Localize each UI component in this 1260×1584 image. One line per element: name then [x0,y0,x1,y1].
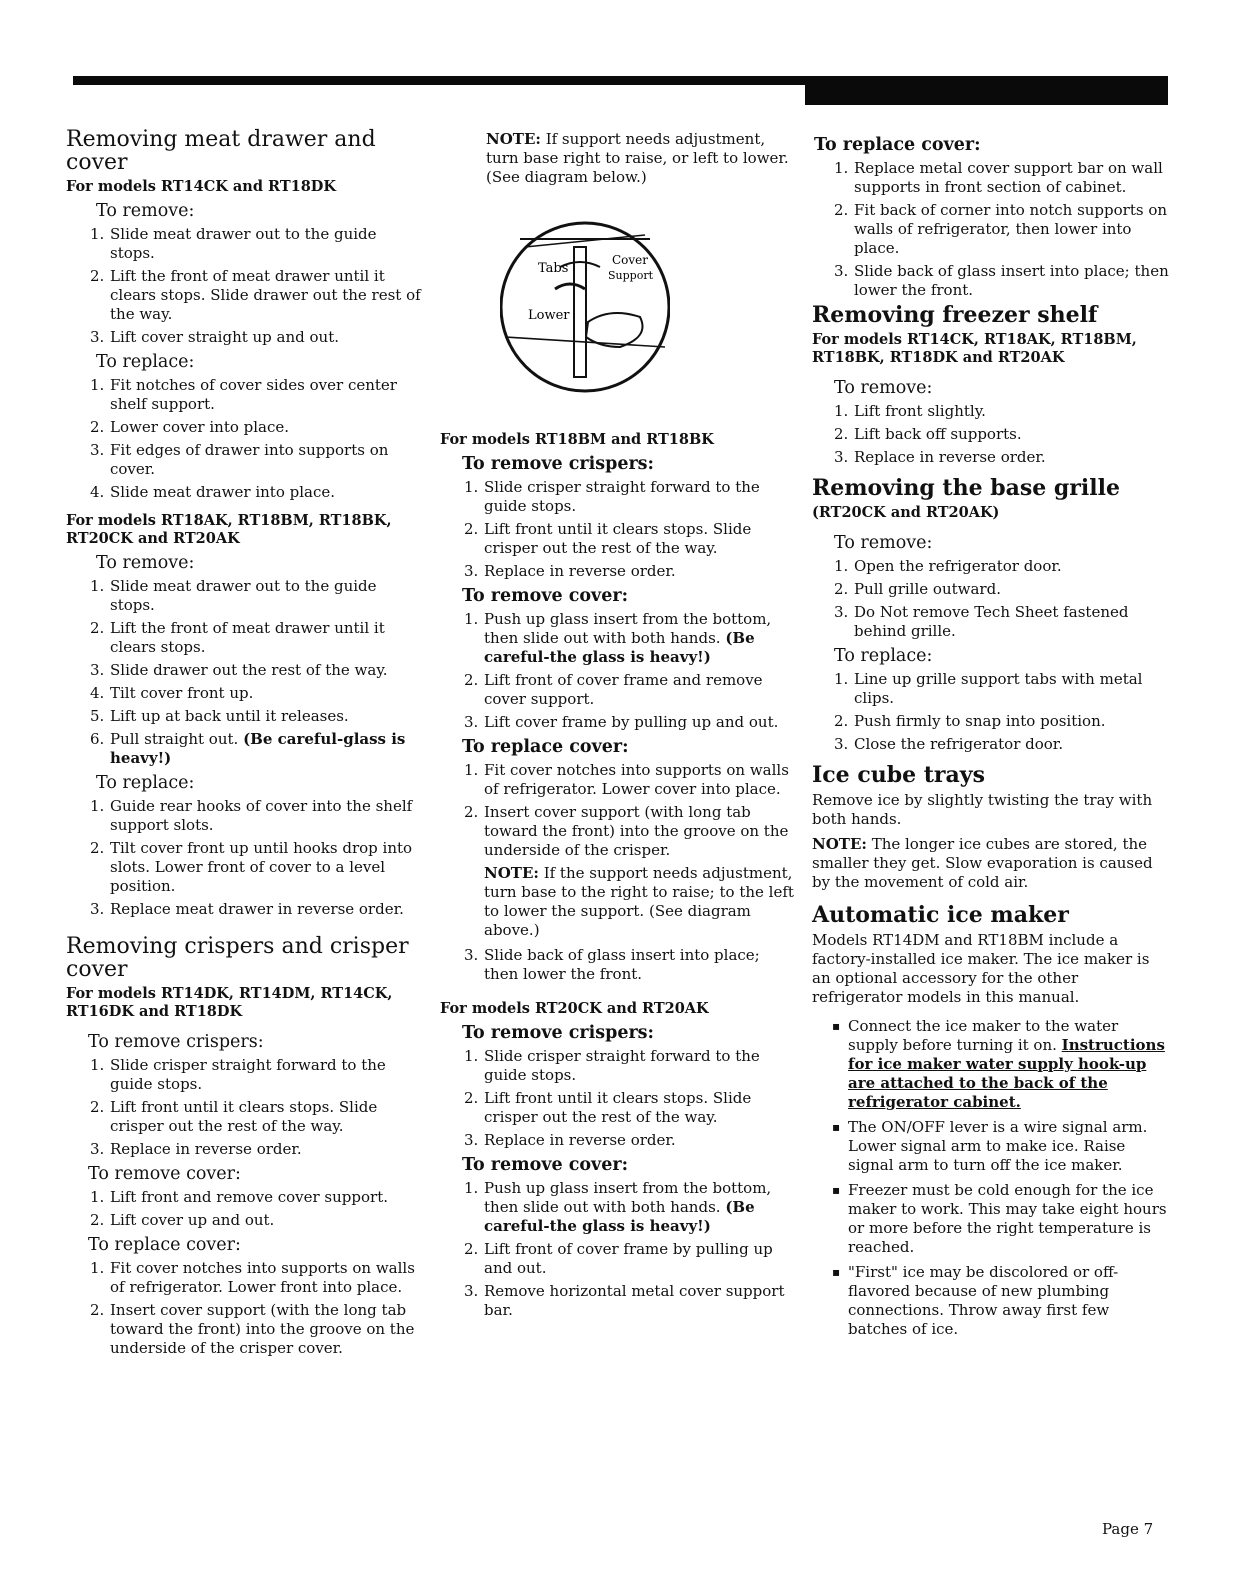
models-line: For models RT20CK and RT20AK [440,1000,709,1017]
step-item: 2. Tilt cover front up until hooks drop into slots. Lower front of cover to a level position. [90,839,413,895]
step-item: 3. Slide drawer out the rest of the way. [90,661,388,679]
steps-list [440,610,795,732]
step-item: 1. Push up glass insert from the bottom, then slide out with both hands. (Be careful-the glass is heavy!) [464,610,772,666]
diagram-shelf-line [525,235,645,247]
diagram-label-cover: Cover [612,253,649,267]
paragraph: Remove ice by slightly twisting the tray with both hands. [812,791,1153,828]
step-item: 1. Slide crisper straight forward to the guide stops. [90,1056,386,1093]
step-item: 3. Fit edges of drawer into supports on cover. [90,441,389,478]
step-item: 2. Lift front until it clears stops. Slide crisper out the rest of the way. [464,520,752,557]
cover-support-diagram [500,197,670,417]
models-line: For models RT14DK, RT14DM, RT14CK, RT16DK and RT18DK [66,985,393,1020]
bullet-item: ▪ Freezer must be cold enough for the ice maker to work. This may take eight hours or more before the right temperature is reached. [832,1181,1167,1256]
step-item: 1. Line up grille support tabs with metal clips. [834,670,1143,707]
step-item: 1. Slide crisper straight forward to the guide stops. [464,478,760,515]
subheading-remove-crispers: To remove crispers: [462,1023,654,1043]
step-item: 1. Slide meat drawer out to the guide stops. [90,225,377,262]
steps-list [440,1179,795,1320]
step-item: 2. Push firmly to snap into position. [834,712,1106,730]
models-line: For models RT14CK, RT18AK, RT18BM, RT18BK, RT18DK and RT20AK [812,331,1137,366]
subheading-to-replace: To replace: [96,352,195,372]
section-title-crispers: Removing crispers and crisper cover [66,934,409,982]
step-item: 2. Fit back of corner into notch supports on walls of refrigerator, then lower into place. [834,201,1168,257]
note: NOTE: If support needs adjustment, turn base right to raise, or left to lower. (See diagram below.) [486,130,789,186]
models-line: For models RT18AK, RT18BM, RT18BK, RT20CK and RT20AK [66,512,392,547]
diagram-label-tabs: Tabs [538,261,569,276]
column-3 [812,134,1170,1345]
subheading-to-remove: To remove: [96,201,195,221]
step-item: 2. Lift back off supports. [834,425,1022,443]
bullet-list [812,1017,1170,1339]
step-item: 2. Lift cover up and out. [90,1211,275,1229]
section-title-meat-drawer: Removing meat drawer and cover [66,127,376,175]
steps-list [66,577,421,768]
step-item: 1. Fit notches of cover sides over center shelf support. [90,376,397,413]
steps-list [66,225,421,347]
models-line: For models RT14CK and RT18DK [66,178,336,195]
subheading-remove-cover: To remove cover: [462,586,629,606]
step-item: 2. Lower cover into place. [90,418,290,436]
step-item: 3. Slide back of glass insert into place; then lower the front. [834,262,1169,299]
step-item: 2. Pull grille outward. [834,580,1001,598]
step-item: 1. Guide rear hooks of cover into the shelf support slots. [90,797,413,834]
steps-list [812,159,1170,300]
bullet-item: ▪ "First" ice may be discolored or off-flavored because of new plumbing connections. Throw away first few batches of ice. [832,1263,1119,1338]
diagram-support-post [574,247,586,377]
note: NOTE: If the support needs adjustment, turn base to the right to raise; to the left to lower the support. (See diagram above.) [484,864,794,939]
step-item: 1. Fit cover notches into supports on walls of refrigerator. Lower front into place. [90,1259,415,1296]
step-item: 3. Remove horizontal metal cover support bar. [464,1282,785,1319]
step-item: 3. Lift cover straight up and out. [90,328,340,346]
step-item: 5. Lift up at back until it releases. [90,707,349,725]
models-line: For models RT18BM and RT18BK [440,431,714,448]
step-item: 1. Push up glass insert from the bottom, then slide out with both hands. (Be careful-the glass is heavy!) [464,1179,772,1235]
bullet-item: ▪ The ON/OFF lever is a wire signal arm. Lower signal arm to make ice. Raise signal arm to turn off the ice maker. [832,1118,1148,1174]
subheading-replace-cover: To replace cover: [88,1235,241,1255]
steps-list [440,478,795,581]
step-item: 2. Lift front of cover frame by pulling up and out. [464,1240,773,1277]
step-item: 3. Replace in reverse order. [464,562,676,580]
steps-list [66,797,421,919]
step-item: 2. Insert cover support (with long tab toward the front) into the groove on the underside of the crisper. [464,803,789,859]
steps-list [812,402,1170,467]
steps-list [440,761,795,860]
section-title-ice-cube-trays: Ice cube trays [812,762,985,788]
subheading-replace-cover: To replace cover: [462,737,629,757]
step-item: 2. Lift the front of meat drawer until it clears stops. Slide drawer out the rest of the way. [90,267,421,323]
step-item: 3. Do Not remove Tech Sheet fastened behind grille. [834,603,1129,640]
step-item: 3. Close the refrigerator door. [834,735,1064,753]
subheading-replace-cover: To replace cover: [814,135,981,155]
steps-list [66,1188,421,1230]
subheading-remove-cover: To remove cover: [88,1164,241,1184]
underlined-instruction: Instructions for ice maker water supply hook-up are attached to the back of the refrigerator cabinet. [848,1036,1165,1111]
step-item: 1. Fit cover notches into supports on walls of refrigerator. Lower cover into place. [464,761,789,798]
warning-text: (Be careful-the glass is heavy!) [484,1198,755,1235]
subheading-remove-crispers: To remove crispers: [462,454,654,474]
step-item: 1. Slide crisper straight forward to the guide stops. [464,1047,760,1084]
step-item: 3. Lift cover frame by pulling up and out. [464,713,779,731]
step-item: 3. Slide back of glass insert into place; then lower the front. [464,946,760,983]
page-number: Page 7 [1102,1520,1154,1538]
step-item: 1. Slide meat drawer out to the guide stops. [90,577,377,614]
bullet-icon: ▪ [832,1019,841,1033]
models-line: (RT20CK and RT20AK) [812,504,1000,521]
subheading-remove-crispers: To remove crispers: [88,1032,264,1052]
section-title-freezer-shelf: Removing freezer shelf [812,302,1098,328]
diagram-arrow [555,284,585,289]
section-title-ice-maker: Automatic ice maker [812,902,1069,928]
steps-list [66,376,421,502]
steps-list [812,670,1170,754]
step-item: 1. Open the refrigerator door. [834,557,1062,575]
step-item: 2. Lift front until it clears stops. Slide crisper out the rest of the way. [464,1089,752,1126]
step-item: 2. Lift front until it clears stops. Slide crisper out the rest of the way. [90,1098,378,1135]
bullet-item: ▪ Connect the ice maker to the water supply before turning it on. Instructions for ice maker water supply hook-up are attached to the back of the refrigerator cabinet. [832,1017,1165,1111]
bullet-icon: ▪ [832,1265,841,1279]
paragraph: Models RT14DM and RT18BM include a factory-installed ice maker. The ice maker is an optional accessory for the other refrigerator models in this manual. [812,931,1150,1006]
step-item: 2. Lift front of cover frame and remove cover support. [464,671,763,708]
step-item: 1. Replace metal cover support bar on wall supports in front section of cabinet. [834,159,1163,196]
subheading-to-replace: To replace: [96,773,195,793]
bullet-icon: ▪ [832,1120,841,1134]
steps-list [812,557,1170,641]
subheading-remove-cover: To remove cover: [462,1155,629,1175]
header-rule [73,76,1168,85]
step-item: 3. Replace in reverse order. [834,448,1046,466]
diagram-hand [586,313,643,347]
subheading-to-remove: To remove: [834,533,933,553]
steps-list [440,946,795,984]
steps-list [66,1056,421,1159]
section-title-base-grille: Removing the base grille [812,475,1120,501]
column-2 [440,130,795,1324]
step-item: 3. Replace meat drawer in reverse order. [90,900,404,918]
subheading-to-remove: To remove: [834,378,933,398]
step-item: 6. Pull straight out. (Be careful-glass is heavy!) [90,730,406,767]
step-item: 1. Lift front and remove cover support. [90,1188,388,1206]
bullet-icon: ▪ [832,1183,841,1197]
warning-text: (Be careful-the glass is heavy!) [484,629,755,666]
note: NOTE: The longer ice cubes are stored, the smaller they get. Slow evaporation is caused by the movement of cold air. [812,835,1153,891]
diagram-label-lower: Lower [528,308,570,323]
subheading-to-remove: To remove: [96,553,195,573]
warning-text: (Be careful-glass is heavy!) [110,730,406,767]
step-item: 1. Lift front slightly. [834,402,986,420]
step-item: 4. Tilt cover front up. [90,684,254,702]
step-item: 4. Slide meat drawer into place. [90,483,335,501]
step-item: 2. Insert cover support (with the long tab toward the front) into the groove on the underside of the crisper cover. [90,1301,415,1357]
header-tab [805,85,1168,105]
step-item: 3. Replace in reverse order. [90,1140,302,1158]
step-item: 3. Replace in reverse order. [464,1131,676,1149]
diagram-label-support: Support [608,269,654,282]
steps-list [66,1259,421,1358]
column-1 [66,128,421,1362]
steps-list [440,1047,795,1150]
subheading-to-replace: To replace: [834,646,933,666]
step-item: 2. Lift the front of meat drawer until it clears stops. [90,619,385,656]
